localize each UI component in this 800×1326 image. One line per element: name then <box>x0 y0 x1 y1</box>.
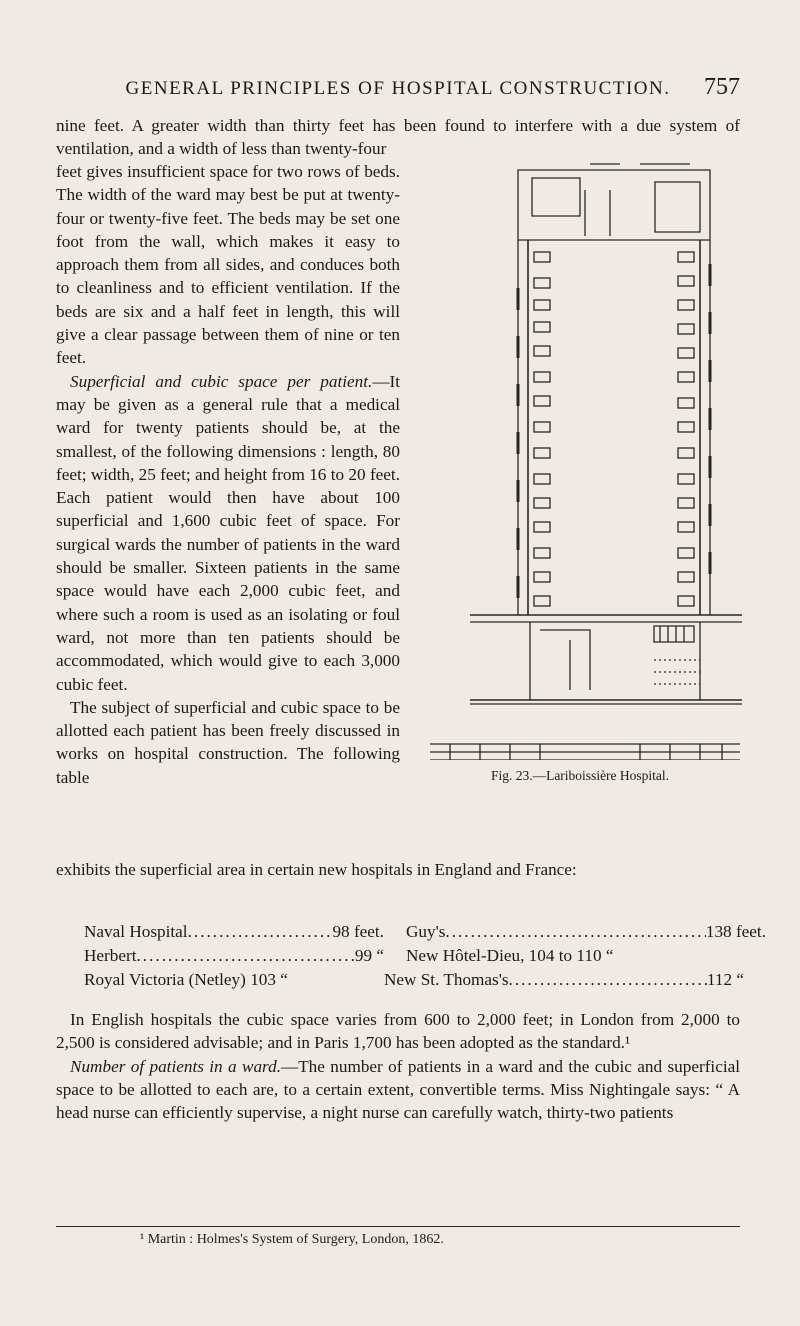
paragraph-continuation: exhibits the superficial area in certain new hospitals in England and France: <box>56 860 577 879</box>
superficial-area-table <box>84 920 766 992</box>
hospital-name: Royal Victoria (Netley) <box>84 970 246 989</box>
figure-hospital-plan <box>410 160 742 790</box>
hospital-name: Herbert <box>84 946 137 965</box>
paragraph-opening: nine feet. A greater width than thirty feet has been found to interfere with a due system of ventilation, and a width of less than twenty-four <box>56 116 740 159</box>
hospital-name: New Hôtel-Dieu, 104 to <box>406 946 573 965</box>
paragraph-subject: The subject of superficial and cubic space to be allotted each patient has been freely discussed in works on hospital construction. The following table <box>56 697 400 787</box>
paragraph-superficial-text: —It may be given as a general rule that a medical ward for twenty patients should be, at the smallest, of the following dimensions : length, 80 feet; width, 25 feet; and height from 16 to 20 feet. Each patient would then have about 100 superficial and 1,600 cubic feet of space. For surgical wards the number of patients in the ward should be smaller. Sixteen patients in the same space would have each 2,000 cubic feet, and where such a room is used as an isolating or foul ward, not more than ten patients should be accommodated, which would give to each 3,000 cubic feet. <box>56 371 400 694</box>
hospital-floor-plan <box>410 160 742 760</box>
page-number: 757 <box>704 74 740 100</box>
area-value: 138 feet. <box>705 922 766 941</box>
paragraph-ward-width: feet gives insufficient space for two rows of beds. The width of the ward may best be put at twenty-four or twenty-five feet. The beds may be set one foot from the wall, which makes it easy to approach them from all sides, and conduces both to cleanliness and to efficient ventilation. If the beds are six and a half feet in length, this will give a clear passage between them of nine or ten feet. <box>56 162 400 368</box>
footnote: ¹ Martin : Holmes's System of Surgery, London, 1862. <box>140 1232 444 1247</box>
section-heading-superficial: Superficial and cubic space per patient. <box>70 371 373 391</box>
table-row <box>84 920 766 944</box>
area-value: 112 “ <box>706 970 744 989</box>
paragraph-cubic-space: In English hospitals the cubic space varies from 600 to 2,000 feet; in London from 2,000 to 2,500 is considered advisable; and in Paris 1,700 has been adopted as the standard.¹ <box>56 1010 740 1053</box>
dot-leader <box>445 920 705 944</box>
hospital-name: Guy's <box>406 922 446 941</box>
text-column <box>56 160 400 789</box>
table-cell <box>84 968 362 992</box>
lower-body <box>56 1008 740 1124</box>
figure-caption: Fig. 23.—Lariboissière Hospital. <box>490 768 670 783</box>
section-heading-patients: Number of patients in a ward. <box>70 1056 281 1076</box>
paragraph-number-of-patients <box>56 1055 740 1125</box>
page-header <box>56 74 740 104</box>
footnote-rule <box>56 1226 740 1227</box>
hospital-name: New St. Thomas's <box>384 970 509 989</box>
table-cell <box>362 968 744 992</box>
table-cell <box>84 944 384 968</box>
table-cell <box>384 920 766 944</box>
area-value: 99 “ <box>354 946 384 965</box>
dot-leader <box>188 920 333 944</box>
paragraph-superficial-space <box>56 370 400 696</box>
table-row <box>84 968 744 992</box>
running-title: GENERAL PRINCIPLES OF HOSPITAL CONSTRUCTION. <box>125 78 671 99</box>
dot-leader <box>509 968 707 992</box>
area-value: 98 feet. <box>332 922 384 941</box>
table-cell <box>384 944 744 968</box>
area-value: 110 “ <box>576 946 614 965</box>
dot-leader <box>137 944 355 968</box>
table-cell <box>84 920 384 944</box>
hospital-name: Naval Hospital <box>84 922 188 941</box>
paragraph-patients-text: —The number of patients in a ward and the cubic and superficial space to be allotted to each are, to a certain extent, convertible terms. Miss Nightingale says: “ A head nurse can efficiently supervise, a night nurse can carefully watch, thirty-two patients <box>56 1056 740 1123</box>
area-value: 103 “ <box>250 970 288 989</box>
table-row <box>84 944 744 968</box>
